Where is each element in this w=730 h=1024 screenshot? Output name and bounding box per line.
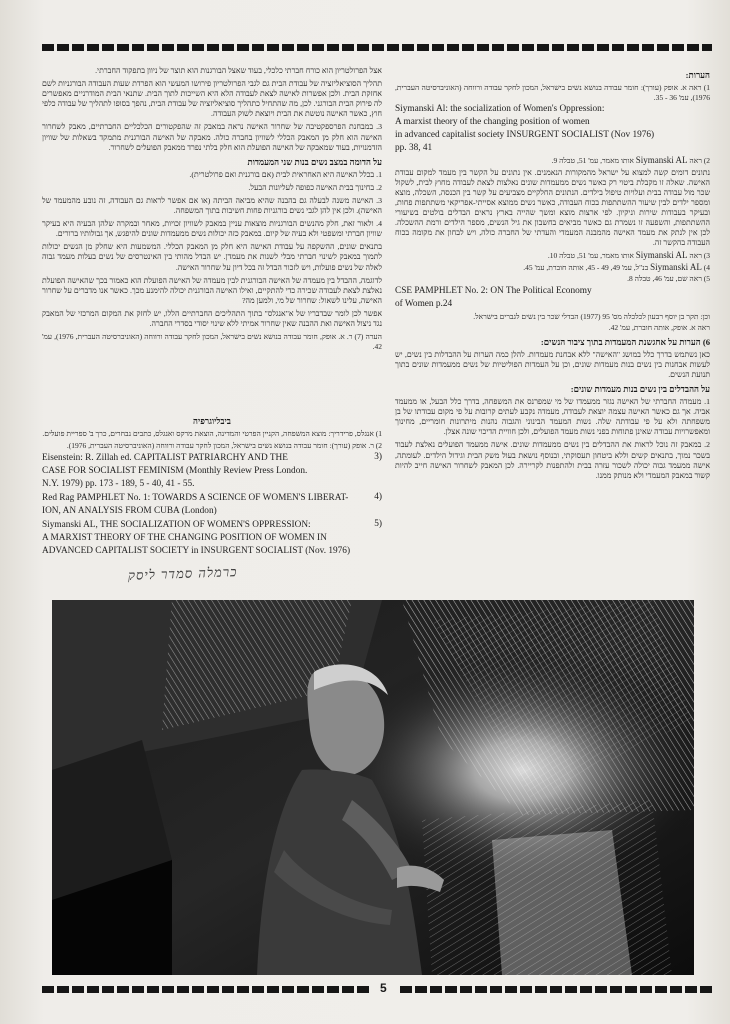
note-6-body: כאן נשתמש בדרך כלל במושג "האישה" ללא אבחנת מעמדות. להלן כמה הערות על ההבדלות בין נשים, יש לעשות אבחנות בין נשים בנות מעמדות שונים, וכן על העמדות הפוליטיות של נשים ממעמדות שונים בתוך תנועת הנשים. xyxy=(395,349,710,379)
note-3-author: Siymanski AL xyxy=(635,250,688,261)
note-6-heading: 6) הערות על אחגשנת המעמדות בתוך ציבור הנשים: xyxy=(540,336,710,347)
note-6-paragraph-1: 1. מעמדה החברתי של האישה נגזר ממעמדו של מי שמפרנס את המשפחה, בדרך כלל הבעל, או ממעמד אביה. אך גם כאשר האישה עצמה יוצאת לעבודה, מעמדה נקבע לעתים קרובות על פי מקום עבודתו של בן משפחתה ולא על פי עבודתה שלה. נשות המעמד הבינוני והגבוה נהנות מיתרונות חומריים, מחינוך ומאפשרויות עבודה שאינן פתוחות בפני נשות מעמד הפועלים, ולכן חוויית הדיכוי שונה אצלן. xyxy=(395,397,710,437)
essay-paragraph-3: 3. במבחנת הפרספקטיבה של שחרור האישה נראה במאבק זה שהפקטורים הכלכליים החברתיים, מאבק לשחרור האישה הוא חלק מן המאבק הכללי לשוויון בחברה כולה. מאבקה של האישה הבורגנית מתמקד בשאלות של שוויון הזדמנויות, בעוד שמאבקה של האישה הפועלת הוא חלק בלתי נפרד ממאבק הפועלים לשחרור. xyxy=(42,122,382,152)
note-2-body: נתונים דומים קשה למצוא על ישראל מהמקורות הנאמנים. אין נתונים על הקשר בין מעמד למקום עבודת האישה. שאלה זו מקבלת ביטוי רק כאשר נשים ממעמדות שונים נאלצות לצאת לעבודה מחוץ לבית, לשקול שכר מול עבודה בבית ועלויות טיפול בילדים. הנתונים החלקיים מצביעים על קשר בין הכנסה, השכלה, מוצא ומספר ילדים לבין שיעור ההשתתפות בכוח העבודה, כאשר נשים ממוצא אסייתי-אפריקאי משתתפות פחות, ובעיקר בעבודות שירות וניקיון. לפי ארצות מוצא ומשך שהייה בארץ נראים הבדלים בולטים בשיעורי ההשתתפות, והשפעה זו נשמרת גם כאשר מביאים בחשבון את גיל הנשים, מספר הילדים ורמת ההשכלה. לכן אין לנתק את מעמד האישה מהמבנה המעמדי והעדתי של החברה כולה, ויש לבחון את מקומה בכוח העבודה בהקשר זה. xyxy=(395,167,710,248)
bibliography xyxy=(42,412,382,588)
bibliography-item-4 xyxy=(42,492,382,519)
note-4-reference xyxy=(395,263,710,273)
essay-paragraph-2: תהליך הסוציאליזציה של עבודת הבית גם לגבי הפרולטריון פירושו המעשי הוא הפרדת שעות העבודה הבורגניות לשם אחזקת הבית. ולכן אפשרות לאישה לצאת לעבודה הלא היא השייכות לתוך הבית. שתנאי הבית המודרניים מאפשרים לה פירוק הבית הבורגני. לכן, מה שהתחיל כתהליך סוציאליזציה של עבודת הבית, נהפך בסופו לתהליך של עבודה כלפי חוץ, כאשר האישה נוטשת את הבית ויוצאת לשוק העבודה. xyxy=(42,79,382,119)
bibliography-item-5-body xyxy=(42,519,364,559)
essay-paragraph-4: בתנאים שונים, ההשקפה על עבודת האישה היא חלק מן המאבק הכללי. המשמעות היא שחלק מן הנשים יכולות לתמוך במאבק לשינוי חברתי מבלי לשנות את מעמדן. יש הבדל מהותי בין האינטרסים של נשים בעלות מעמד גבוה לאלה של נשים פועלות, ויש לזכור הבדל זה בכל דיון על שחרור האישה. xyxy=(42,242,382,272)
note-6-subheading: על ההבדלים בין נשים בנות מעמדות שונים: xyxy=(570,384,710,395)
note-4-author: Siymanski AL xyxy=(650,261,702,272)
cse-pamphlet-line-1: CSE PAMPHLET No. 2: ON The Political Economy xyxy=(395,285,592,296)
essay-paragraph-1: אצל הפרולטריון הוא כורח חברתי כלכלי, בעוד שאצל הבורגנות הוא תוצר של ניוון בתפקוד החברתי. xyxy=(95,66,382,75)
bibliography-item-3-body xyxy=(42,452,364,492)
note-1-author-line: Siymanski Al: the socialization of Women's Oppression: xyxy=(395,104,605,114)
essay-section-heading: על הדומה במצב נשים בנות שני המעמדות xyxy=(247,156,382,167)
note-1-title-line-2: in advanced capitalist society INSURGENT SOCIALIST (Nov 1976) xyxy=(395,130,655,140)
note-1-pages: pp. 38, 41 xyxy=(395,143,433,153)
bibliography-item-4-body xyxy=(42,492,364,519)
bibliography-item-3-line-2: CASE FOR SOCIALIST FEMINISM (Monthly Review Press London. xyxy=(42,466,308,476)
bibliography-item-5-line-2: A MARXIST THEORY OF THE CHANGING POSITION OF WOMEN IN xyxy=(42,533,327,543)
note-6-paragraph-2: 2. במאבק זה נוכל לראות את ההבדלים בין נשים ממעמדות שונים. אישה ממעמד הפועלים נאלצת לעבוד בשכר נמוך, בתנאים קשים וללא ביטחון תעסוקתי, ובנוסף נושאת בעול משק הבית וגידול הילדים. לעומתה, אישה ממעמד גבוה יכולה לשכור עזרה בבית ולהתפנות לקריירה. לכן המאבק לשחרור האישה חייב להיות קשור במאבק המעמדי ולא מנותק ממנו. xyxy=(395,440,710,480)
note-2-prefix: 2) ראה xyxy=(689,156,710,165)
note-5-reference: 5) ראה שם, עמ' 46, טבלה 8. xyxy=(627,274,710,284)
essay-point-4: 4. ולאור זאת, חלק מהנשים הבורגניות מוצאות עניין במאבק לשוויון זכויות, מאחר ובמקרה שלהן הבעיה היא בעיקר שוויון חברתי ומשפטי ולא בעיה של קיום. במאבק כזה יכולות נשים ממעמדות שונים להיפגש, אך גבולותיו ברורים. xyxy=(42,219,382,239)
note-3-reference xyxy=(395,251,710,261)
note-2-author: Siymanski AL xyxy=(635,155,688,165)
bibliography-item-4-line-2: ION, AN ANALYSIS FROM CUBA (London) xyxy=(42,506,217,516)
bibliography-item-3-number: 3) xyxy=(374,452,382,462)
bibliography-item-5 xyxy=(42,519,382,559)
bibliography-item-1: 1) אנגלס, פרידריך: מוצא המשפחה, הקניין הפרטי והמדינה, הוצאת מרקס ואנגלס, כתבים נבחרים, כרך ב' ספריית פועלים. xyxy=(42,429,382,438)
cse-hebrew-note: וכן: תקר בן יוסף רבעון לכלכלה מס' 95 (1977) הבדלי שכר בין נשים לגברים בישראל. xyxy=(473,311,710,321)
bibliography-item-3-line-3: N.Y. 1979) pp. 173 - 189, 5 - 40, 41 - 55. xyxy=(42,479,195,489)
notes-column xyxy=(395,66,710,598)
note-2-reference xyxy=(395,156,710,166)
note-4-prefix: 4) xyxy=(703,262,710,272)
note-1-title-line-1: A marxist theory of the changing position of women xyxy=(395,117,590,127)
bibliography-item-2: 2) ר. אופק (עורך): חומר עבודה בנושא נשים בישראל, המכון לחקר עבודה ורווחה (האוניברסיטה העברית, 1976). xyxy=(66,440,382,450)
essay-column xyxy=(42,66,382,408)
essay-point-2: 2. בחינוך בבית האישה כפופה לעליונות הבעל. xyxy=(248,182,382,192)
essay-paragraph-6: אפשר לכן לומר שבדבריו של א"אנגלס" בתוך התהליכים החברתיים הללו, יש לחזק את המקום המרכזי של המאבק נגד ניצול האישה ואת ההבנה שאין שחרור אמיתי ללא שינוי יסודי בסדרי החברה. xyxy=(42,308,382,328)
note-3-suffix: אותו מאמר, עמ' 51, טבלה 10. xyxy=(547,251,634,261)
bibliography-item-4-number: 4) xyxy=(374,492,382,502)
bibliography-item-5-line-1: Siymanski AL, THE SOCIALIZATION OF WOMEN'S OPPRESSION: xyxy=(42,520,311,530)
cse-pamphlet-line-2: of Women p.24 xyxy=(395,298,453,309)
essay-paragraph-5: לדוגמה, ההבדל בין מעמדה של האישה הבורגנית לבין מעמדה של האישה הפועלת הוא כאמור בכך שהאישה הפועלת נאלצת לצאת לעבודה שכירה כדי להתקיים, ואילו האישה הבורגנית יכולה להימנע מכך. כאשר אנו מדברים על שחרור האישה, עלינו לשאול: שחרור של מי, ולמען מה? xyxy=(42,275,382,305)
bibliography-item-5-line-3: ADVANCED CAPITALIST SOCIETY in INSURGENT SOCIALIST (Nov. 1976) xyxy=(42,546,351,556)
weaver-photo-illustration xyxy=(52,600,694,975)
essay-point-1: 1. בכלל האישה היא האחראית לבית (אם בורגנית ואם פרולטרית). xyxy=(189,169,382,179)
bibliography-item-3-line-1: Eisenstein: R. Zillah ed. CAPITALIST PATRIARCHY AND THE xyxy=(42,453,288,463)
page-number: 5 xyxy=(380,981,387,995)
note-1-text: 1) ראה א. אופק (עורך): חומר עבודה בנושא נשים בישראל, המכון לחקר עבודה ורווחה (האוניברסיטה העברית, 1976), עמ' 36 - 35. xyxy=(395,83,710,102)
bottom-dashed-rule-right xyxy=(400,986,712,993)
bibliography-item-4-line-1: Red Rag PAMPHLET No. 1: TOWARDS A SCIENCE OF WOMEN'S LIBERAT- xyxy=(42,493,349,503)
notes-heading: הערות: xyxy=(685,70,710,80)
essay-footnote: הערה (7) ר. א. אופק, חומר עבודה בנושא נשים בישראל, המכון לחקר עבודה ורווחה (האוניברסיטה העברית, 1976), עמ' 42. xyxy=(42,332,382,351)
note-4-suffix: בנ"ל, עמ' 49, 49 - 45, אותה חוברת, עמ' 45. xyxy=(523,262,649,272)
top-dashed-rule xyxy=(42,44,712,51)
weaver-photograph xyxy=(52,600,694,975)
bibliography-heading: ביבליוגרפיה xyxy=(193,416,231,426)
bibliography-item-3 xyxy=(42,452,382,492)
bibliography-item-5-number: 5) xyxy=(374,519,382,529)
cse-hebrew-note-2: ראה א. אופק, אותה חוברת, עמ' 42. xyxy=(608,323,710,333)
note-2-suffix: אותו מאמר, עמ' 51, טבלה 9. xyxy=(551,156,634,165)
note-3-prefix: 3) ראה xyxy=(689,251,710,261)
author-signature: כרמלה סמדר ליסק xyxy=(127,565,238,584)
essay-point-3: 3. האישה משנה לבעלה גם בהבנה שהיא מביאה הביתה (או אם אפשר לראות גם העבודה, זה נובע מהמעמד של האישה). ולכן אין להן לגבי נשים בורגניות פחות חשיבות בתוך המשפחה. xyxy=(42,195,382,216)
bottom-dashed-rule-left xyxy=(42,986,370,993)
